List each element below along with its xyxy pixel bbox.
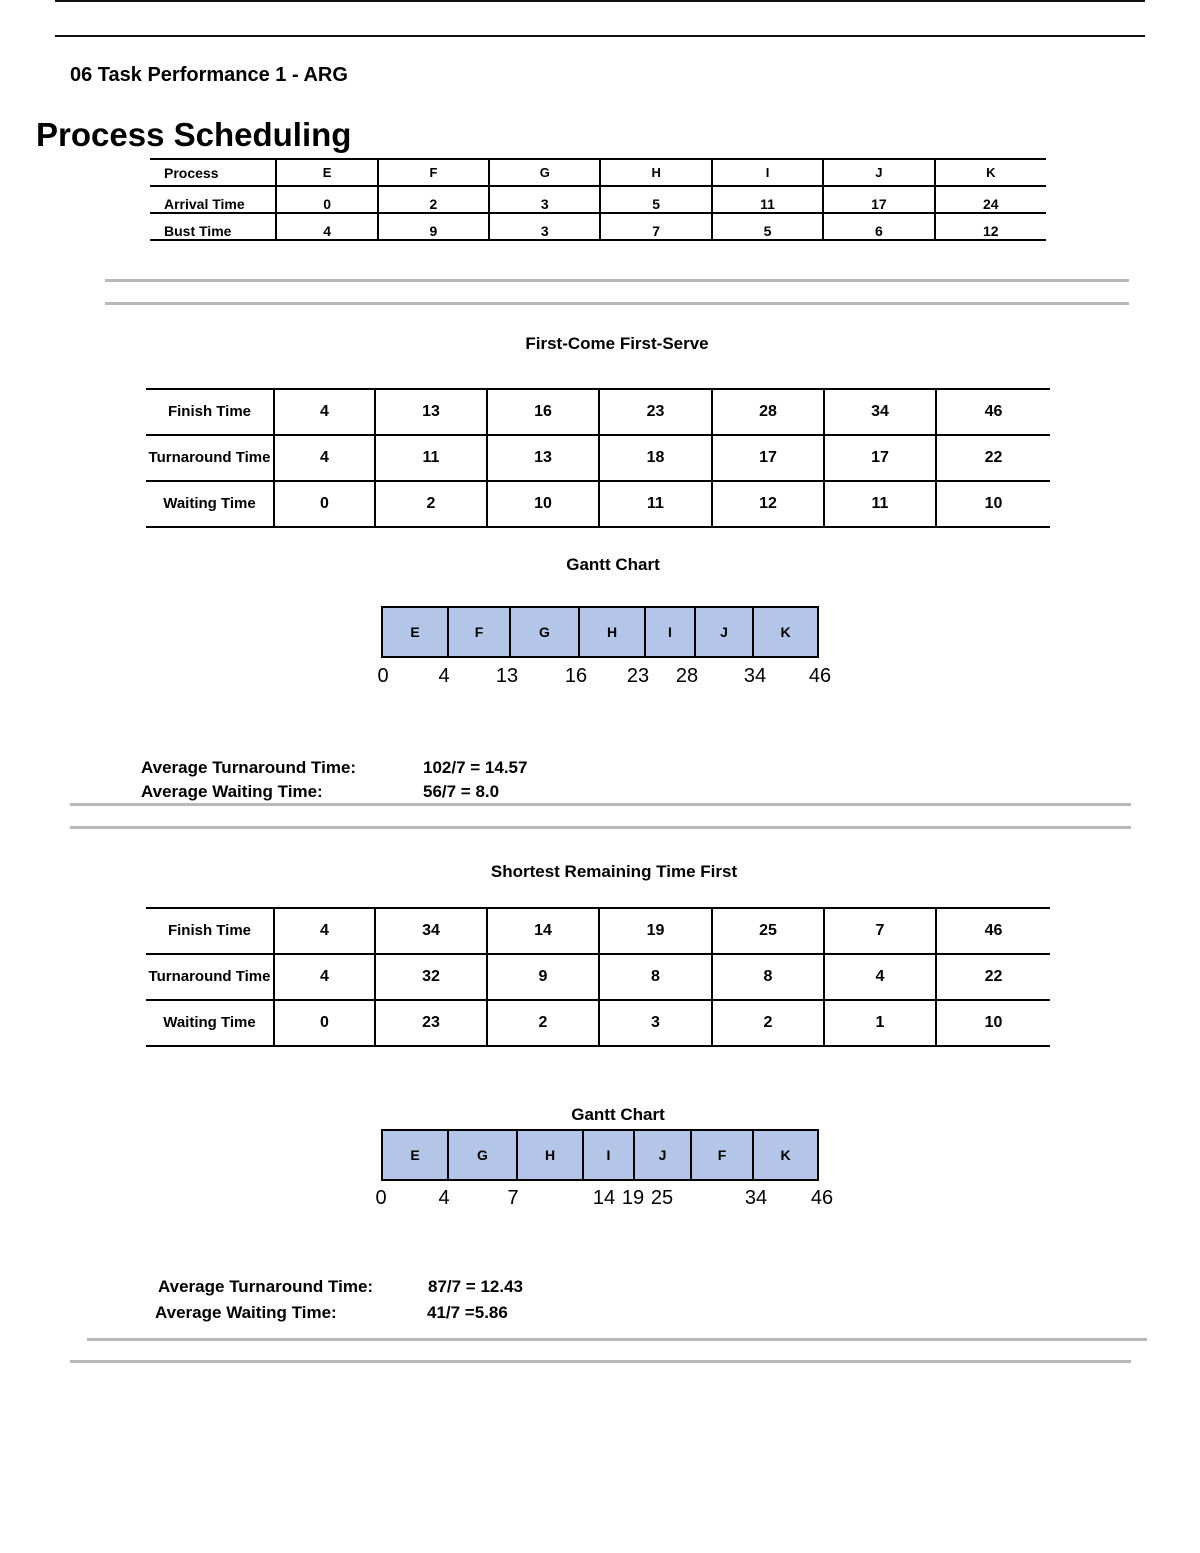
waiting-cell: 23 <box>375 1000 487 1046</box>
srtf-table <box>146 907 1050 1047</box>
finish-label: Finish Time <box>146 908 274 954</box>
turnaround-label: Turnaround Time <box>146 435 274 481</box>
turnaround-cell: 32 <box>375 954 487 1000</box>
burst-cell: 5 <box>712 213 823 240</box>
top-rule <box>55 0 1145 2</box>
burst-cell: 4 <box>276 213 377 240</box>
waiting-cell: 10 <box>936 481 1050 527</box>
finish-cell: 4 <box>274 389 375 435</box>
arrival-cell: 5 <box>600 186 711 213</box>
arrival-label: Arrival Time <box>150 186 276 213</box>
turnaround-cell: 9 <box>487 954 599 1000</box>
waiting-cell: 1 <box>824 1000 936 1046</box>
process-cell: G <box>489 159 600 186</box>
waiting-cell: 0 <box>274 481 375 527</box>
gantt-block: K <box>780 1147 791 1163</box>
gantt-tick: 13 <box>495 665 519 687</box>
gantt-tick: 19 <box>621 1187 645 1209</box>
turnaround-cell: 8 <box>599 954 712 1000</box>
finish-cell: 13 <box>375 389 487 435</box>
burst-cell: 6 <box>823 213 934 240</box>
gantt-block: E <box>383 1131 449 1179</box>
fcfs-avg-waiting-label: Average Waiting Time: <box>141 782 323 801</box>
process-label: Process <box>150 159 276 186</box>
process-cell: I <box>712 159 823 186</box>
srtf-gantt-chart <box>381 1129 819 1181</box>
finish-cell: 16 <box>487 389 599 435</box>
srtf-turnaround-row <box>146 954 1050 1000</box>
turnaround-cell: 17 <box>824 435 936 481</box>
gantt-block: F <box>692 1131 754 1179</box>
gantt-tick: 4 <box>438 665 450 687</box>
burst-cell: 3 <box>489 213 600 240</box>
waiting-label: Waiting Time <box>146 481 274 527</box>
waiting-cell: 3 <box>599 1000 712 1046</box>
turnaround-cell: 4 <box>824 954 936 1000</box>
process-cell: E <box>276 159 377 186</box>
turnaround-cell: 17 <box>712 435 824 481</box>
section-divider <box>105 279 1129 282</box>
srtf-avg-waiting-label: Average Waiting Time: <box>155 1303 337 1322</box>
gantt-block: J <box>696 608 754 656</box>
section-divider <box>70 803 1131 806</box>
document-header: 06 Task Performance 1 - ARG <box>70 64 348 86</box>
gantt-block: I <box>584 1131 635 1179</box>
waiting-cell: 10 <box>487 481 599 527</box>
turnaround-cell: 8 <box>712 954 824 1000</box>
gantt-tick: 4 <box>438 1187 450 1209</box>
gantt-block: G <box>511 608 580 656</box>
fcfs-gantt-chart <box>381 606 819 658</box>
gantt-block: I <box>646 608 696 656</box>
finish-cell: 25 <box>712 908 824 954</box>
section-divider <box>87 1338 1147 1341</box>
fcfs-gantt-title: Gantt Chart <box>566 555 660 574</box>
section-divider <box>70 826 1131 829</box>
gantt-tick: 46 <box>808 665 832 687</box>
fcfs-turnaround-row <box>146 435 1050 481</box>
burst-cell: 9 <box>378 213 489 240</box>
finish-cell: 28 <box>712 389 824 435</box>
srtf-gantt-title: Gantt Chart <box>571 1105 665 1124</box>
waiting-label: Waiting Time <box>146 1000 274 1046</box>
gantt-block: E <box>383 608 449 656</box>
turnaround-cell: 22 <box>936 954 1050 1000</box>
gantt-block: K <box>780 624 791 640</box>
fcfs-title: First-Come First-Serve <box>525 334 709 353</box>
gantt-tick: 34 <box>743 665 767 687</box>
srtf-avg-turnaround-label: Average Turnaround Time: <box>158 1277 374 1296</box>
arrival-row <box>150 186 1046 213</box>
waiting-cell: 11 <box>599 481 712 527</box>
finish-label: Finish Time <box>146 389 274 435</box>
waiting-cell: 2 <box>712 1000 824 1046</box>
gantt-tick: 23 <box>626 665 650 687</box>
fcfs-avg-turnaround-value: 102/7 = 14.57 <box>423 758 528 777</box>
burst-row <box>150 213 1046 240</box>
finish-cell: 14 <box>487 908 599 954</box>
finish-cell: 46 <box>936 389 1050 435</box>
process-table <box>150 158 1046 241</box>
section-divider <box>105 302 1129 305</box>
burst-cell: 7 <box>600 213 711 240</box>
finish-cell: 34 <box>375 908 487 954</box>
finish-cell: 34 <box>824 389 936 435</box>
gantt-block: F <box>449 608 511 656</box>
gantt-block: J <box>635 1131 692 1179</box>
gantt-tick: 28 <box>675 665 699 687</box>
turnaround-cell: 13 <box>487 435 599 481</box>
waiting-cell: 10 <box>936 1000 1050 1046</box>
srtf-avg-turnaround-value: 87/7 = 12.43 <box>428 1277 524 1296</box>
finish-cell: 4 <box>274 908 375 954</box>
turnaround-cell: 4 <box>274 954 375 1000</box>
arrival-cell: 0 <box>276 186 377 213</box>
fcfs-avg-waiting-value: 56/7 = 8.0 <box>423 782 500 801</box>
srtf-avg-waiting-value: 41/7 =5.86 <box>427 1303 508 1322</box>
arrival-cell: 11 <box>712 186 823 213</box>
waiting-cell: 11 <box>824 481 936 527</box>
header-rule <box>55 35 1145 37</box>
turnaround-cell: 22 <box>936 435 1050 481</box>
gantt-block: H <box>518 1131 584 1179</box>
section-divider <box>70 1360 1131 1363</box>
fcfs-table <box>146 388 1050 528</box>
gantt-tick: 25 <box>650 1187 674 1209</box>
waiting-cell: 2 <box>487 1000 599 1046</box>
fcfs-avg-turnaround-label: Average Turnaround Time: <box>141 758 357 777</box>
turnaround-cell: 18 <box>599 435 712 481</box>
waiting-cell: 0 <box>274 1000 375 1046</box>
finish-cell: 23 <box>599 389 712 435</box>
page-title: Process Scheduling <box>36 116 352 153</box>
gantt-block: H <box>580 608 646 656</box>
process-cell: H <box>600 159 711 186</box>
waiting-cell: 12 <box>712 481 824 527</box>
arrival-cell: 2 <box>378 186 489 213</box>
burst-cell: 12 <box>935 213 1046 240</box>
finish-cell: 46 <box>936 908 1050 954</box>
arrival-cell: 24 <box>935 186 1046 213</box>
gantt-tick: 46 <box>810 1187 834 1209</box>
arrival-cell: 17 <box>823 186 934 213</box>
gantt-tick: 7 <box>507 1187 519 1209</box>
process-cell: F <box>378 159 489 186</box>
turnaround-cell: 11 <box>375 435 487 481</box>
fcfs-waiting-row <box>146 481 1050 527</box>
gantt-tick: 14 <box>592 1187 616 1209</box>
srtf-waiting-row <box>146 1000 1050 1046</box>
process-cell: K <box>935 159 1046 186</box>
fcfs-finish-row <box>146 389 1050 435</box>
gantt-block: G <box>449 1131 518 1179</box>
gantt-tick: 0 <box>375 1187 387 1209</box>
gantt-tick: 16 <box>564 665 588 687</box>
turnaround-cell: 4 <box>274 435 375 481</box>
waiting-cell: 2 <box>375 481 487 527</box>
finish-cell: 7 <box>824 908 936 954</box>
process-row <box>150 159 1046 186</box>
finish-cell: 19 <box>599 908 712 954</box>
arrival-cell: 3 <box>489 186 600 213</box>
srtf-finish-row <box>146 908 1050 954</box>
turnaround-label: Turnaround Time <box>146 954 274 1000</box>
srtf-title: Shortest Remaining Time First <box>490 862 738 881</box>
process-cell: J <box>823 159 934 186</box>
burst-label: Bust Time <box>150 213 276 240</box>
gantt-tick: 0 <box>377 665 389 687</box>
gantt-tick: 34 <box>744 1187 768 1209</box>
